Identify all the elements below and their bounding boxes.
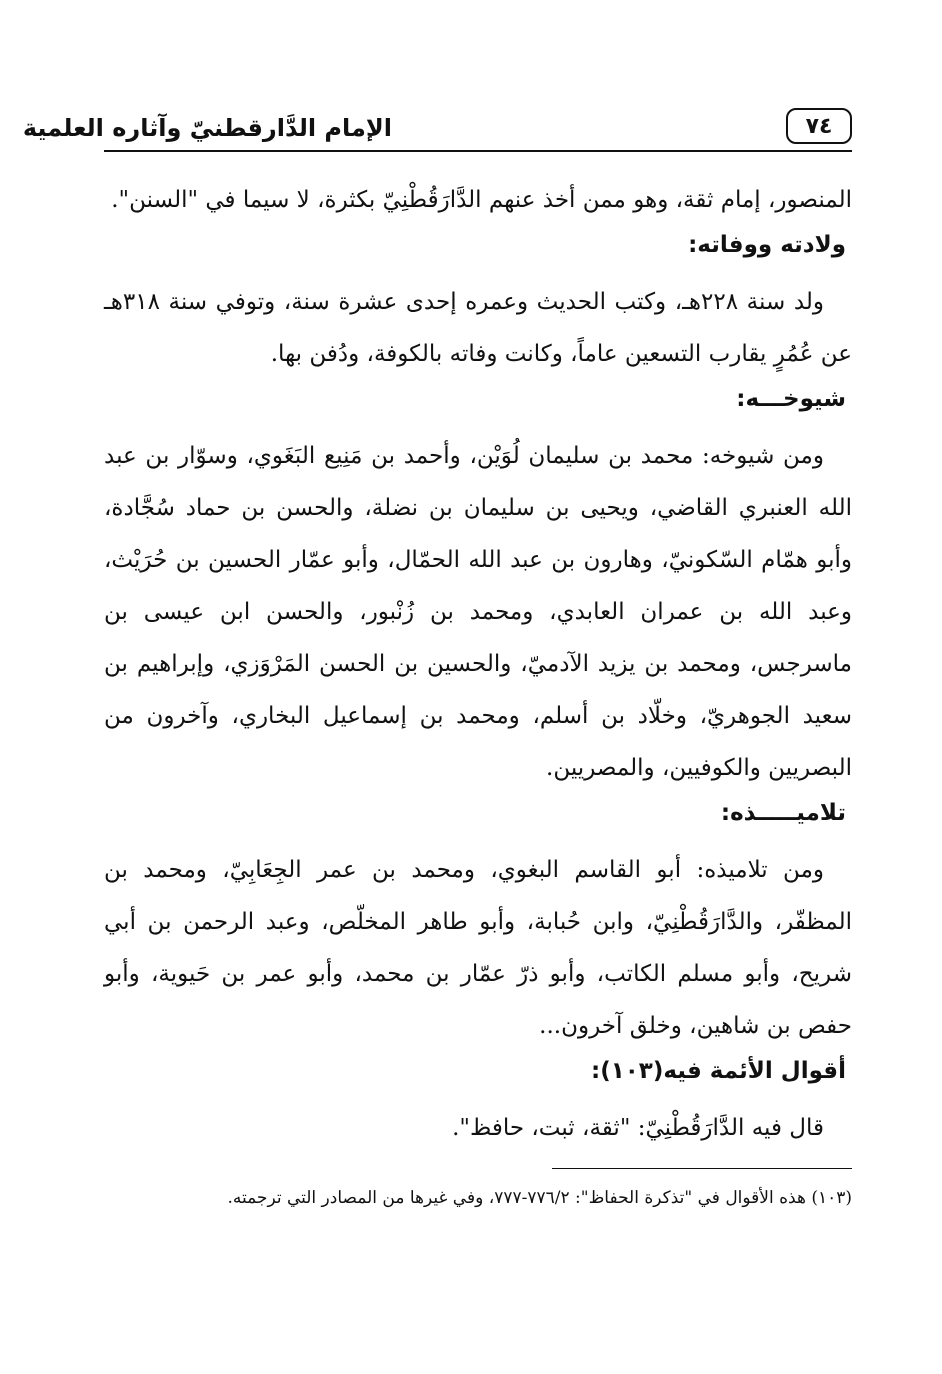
heading-birth-death: ولادته ووفاته: — [688, 232, 846, 258]
header-divider — [104, 150, 852, 152]
heading-students: تلاميـــــذه: — [720, 800, 846, 826]
paragraph-birth-death: ولد سنة ٢٢٨هـ، وكتب الحديث وعمره إحدى عشرة سنة، وتوفي سنة ٣١٨هـ عن عُمُرٍ يقارب التسعين عاماً، وكانت وفاته بالكوفة، ودُفن بها. — [104, 289, 852, 367]
running-title: الإمام الدَّارقطنيّ وآثاره العلمية — [22, 114, 392, 142]
paragraph-intro: المنصور، إمام ثقة، وهو ممن أخذ عنهم الدَّارَقُطْنِيّ بكثرة، لا سيما في "السنن". — [111, 187, 852, 213]
paragraph-students: ومن تلاميذه: أبو القاسم البغوي، ومحمد بن عمر الجِعَابِيّ، ومحمد بن المظفّر، والدَّارَقُطْنِيّ، وابن حُبابة، وأبو طاهر المخلّص، وعبد الرحمن بن أبي شريح، وأبو مسلم الكاتب، وأبو ذرّ عمّار بن محمد، وأبو عمر بن حَيوية، وأبو حفص بن شاهين، وخلق آخرون... — [104, 857, 852, 1039]
heading-teachers: شيوخـــه: — [736, 386, 846, 412]
paragraph-teachers: ومن شيوخه: محمد بن سليمان لُوَيْن، وأحمد بن مَنِيع البَغَوي، وسوّار بن عبد الله العنبري القاضي، ويحيى بن سليمان بن نضلة، والحسن بن حماد سُجَّادة، وأبو همّام السّكونيّ، وهارون بن عبد الله الحمّال، وأبو عمّار الحسين بن حُرَيْث، وعبد الله بن عمران العابدي، ومحمد بن زُنْبور، والحسن ابن عيسى بن ماسرجس، ومحمد بن يزيد الآدميّ، والحسين بن الحسن المَرْوَزي، وإبراهيم بن سعيد الجوهريّ، وخلّاد بن أسلم، ومحمد بن إسماعيل البخاري، وآخرون من البصريين والكوفيين، والمصريين. — [104, 443, 852, 781]
book-page — [22, 108, 852, 1213]
heading-scholars-statements: أقوال الأئمة فيه(١٠٣): — [591, 1058, 846, 1084]
footnote: (١٠٣) هذه الأقوال في "تذكرة الحفاظ": ٧٧٦/٢-٧٧٧، وفي غيرها من المصادر التي ترجمته. — [227, 1188, 852, 1208]
page-header — [22, 108, 852, 148]
page-body — [104, 174, 852, 1154]
footnote-divider — [552, 1168, 852, 1169]
page-number: ٧٤ — [786, 108, 852, 144]
paragraph-statement: قال فيه الدَّارَقُطْنِيّ: "ثقة، ثبت، حافظ". — [452, 1115, 824, 1141]
